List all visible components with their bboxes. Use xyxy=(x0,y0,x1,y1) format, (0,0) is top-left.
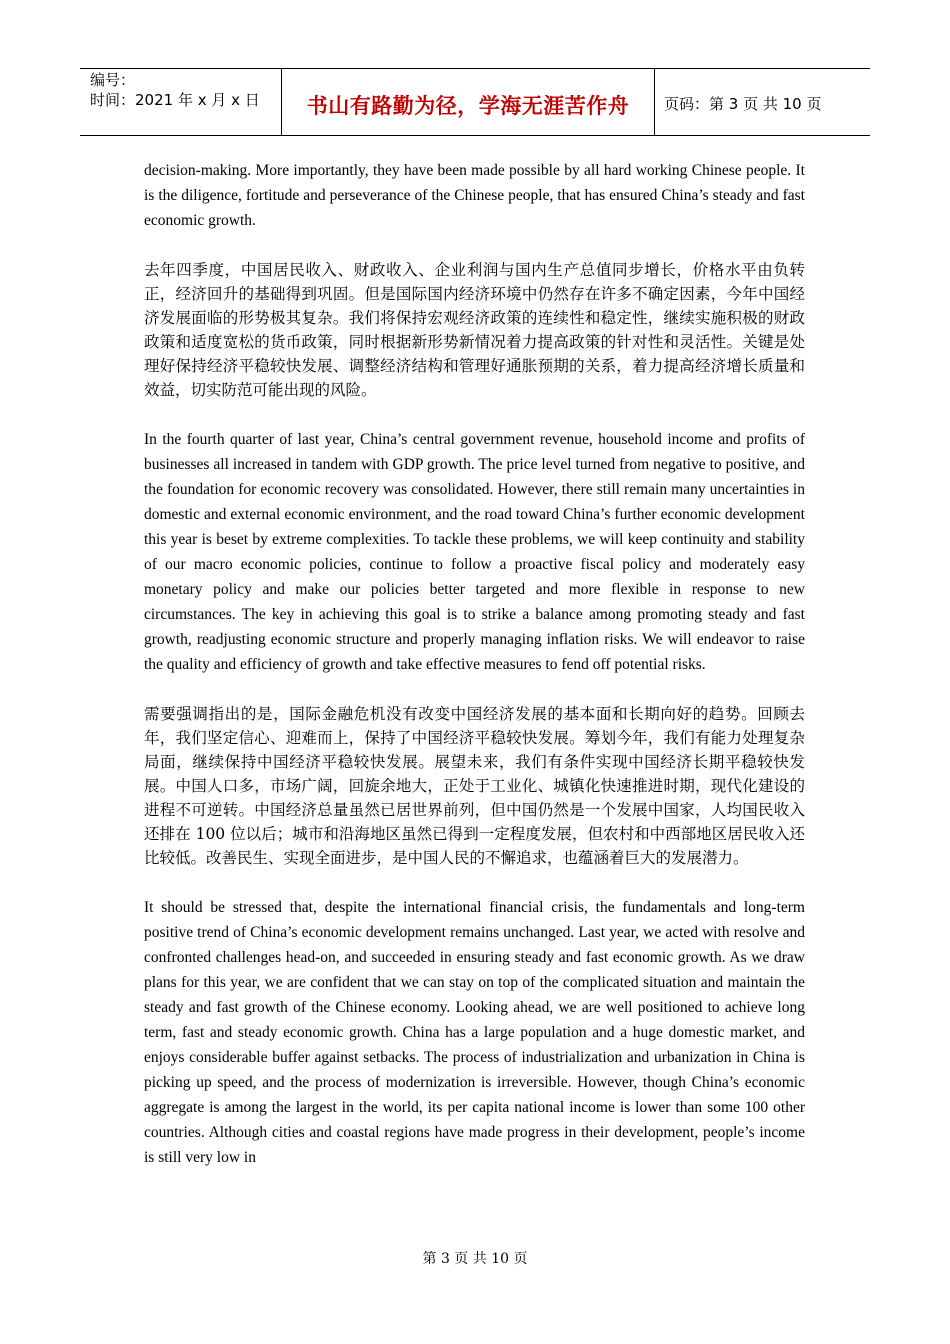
document-number-label: 编号： xyxy=(90,71,136,89)
paragraph-english: In the fourth quarter of last year, China’s central government revenue, household income and profits of businesses all increased in tandem with GDP growth. The price level turned from negative to positive, and the foundation for economic recovery was consolidated. However, there still remain many uncertainties in domestic and external economic environment, and the road toward China’s further economic development this year is beset by extreme complexities. To tackle these problems, we will keep continuity and stability of our macro economic policies, continue to follow a proactive fiscal policy and moderately easy monetary policy and make our policies better targeted and more flexible in response to new circumstances. The key in achieving this goal is to strike a balance among promoting steady and fast growth, readjusting economic structure and properly managing inflation risks. We will endeavor to raise the quality and efficiency of growth and take effective measures to fend off potential risks. xyxy=(144,431,805,673)
header-meta xyxy=(90,70,260,110)
header-motto: 书山有路勤为径，学海无涯苦作舟 xyxy=(306,94,630,118)
paragraph-english: It should be stressed that, despite the international financial crisis, the fundamentals and long-term positive trend of China’s economic development remains unchanged. Last year, we acted with resolve and confronted challenges head-on, and succeeded in ensuring steady and fast economic growth. As we draw plans for this year, we are confident that we can stay on top of the complicated situation and maintain the steady and fast growth of the Chinese economy. Looking ahead, we are well positioned to achieve long term, fast and steady economic growth. China has a large population and a huge domestic market, and enjoys considerable buffer against setbacks. The process of industrialization and urbanization in China is picking up speed, and the process of modernization is irreversible. However, though China’s economic aggregate is among the largest in the world, its per capita national income is lower than some 100 other countries. Although cities and coastal regions have made progress in their development, people’s income is still very low in xyxy=(144,899,805,1166)
paragraph-chinese: 去年四季度，中国居民收入、财政收入、企业利润与国内生产总值同步增长，价格水平由负转正，经济回升的基础得到巩固。但是国际国内经济环境中仍然存在许多不确定因素，今年中国经济发展面临的形势极其复杂。我们将保持宏观经济政策的连续性和稳定性，继续实施积极的财政政策和适度宽松的货币政策，同时根据新形势新情况着力提高政策的针对性和灵活性。关键是处理好保持经济平稳较快发展、调整经济结构和管理好通胀预期的关系，着力提高经济增长质量和效益，切实防范可能出现的风险。 xyxy=(144,261,805,399)
document-date: 时间：2021 年 x 月 x 日 xyxy=(90,91,260,109)
document-body xyxy=(144,158,805,1195)
header-top-rule xyxy=(80,68,870,69)
paragraph-chinese: 需要强调指出的是，国际金融危机没有改变中国经济发展的基本面和长期向好的趋势。回顾去年，我们坚定信心、迎难而上，保持了中国经济平稳较快发展。筹划今年，我们有能力处理复杂局面，继续保持中国经济平稳较快发展。展望未来，我们有条件实现中国经济长期平稳较快发展。中国人口多，市场广阔，回旋余地大，正处于工业化、城镇化快速推进时期，现代化建设的进程不可逆转。中国经济总量虽然已居世界前列，但中国仍然是一个发展中国家，人均国民收入还排在 100 位以后；城市和沿海地区虽然已得到一定程度发展，但农村和中西部地区居民收入还比较低。改善民生、实现全面进步，是中国人民的不懈追求，也蕴涵着巨大的发展潜力。 xyxy=(144,705,805,867)
header-divider-right xyxy=(654,68,655,136)
paragraph-english: decision-making. More importantly, they have been made possible by all hard working Chinese people. It is the diligence, fortitude and perseverance of the Chinese people, that has ensured China’s steady and fast economic growth. xyxy=(144,162,805,229)
page-footer: 第 3 页 共 10 页 xyxy=(422,1251,528,1267)
header-page-info: 页码：第 3 页 共 10 页 xyxy=(664,95,822,113)
header-bottom-rule xyxy=(80,135,870,136)
